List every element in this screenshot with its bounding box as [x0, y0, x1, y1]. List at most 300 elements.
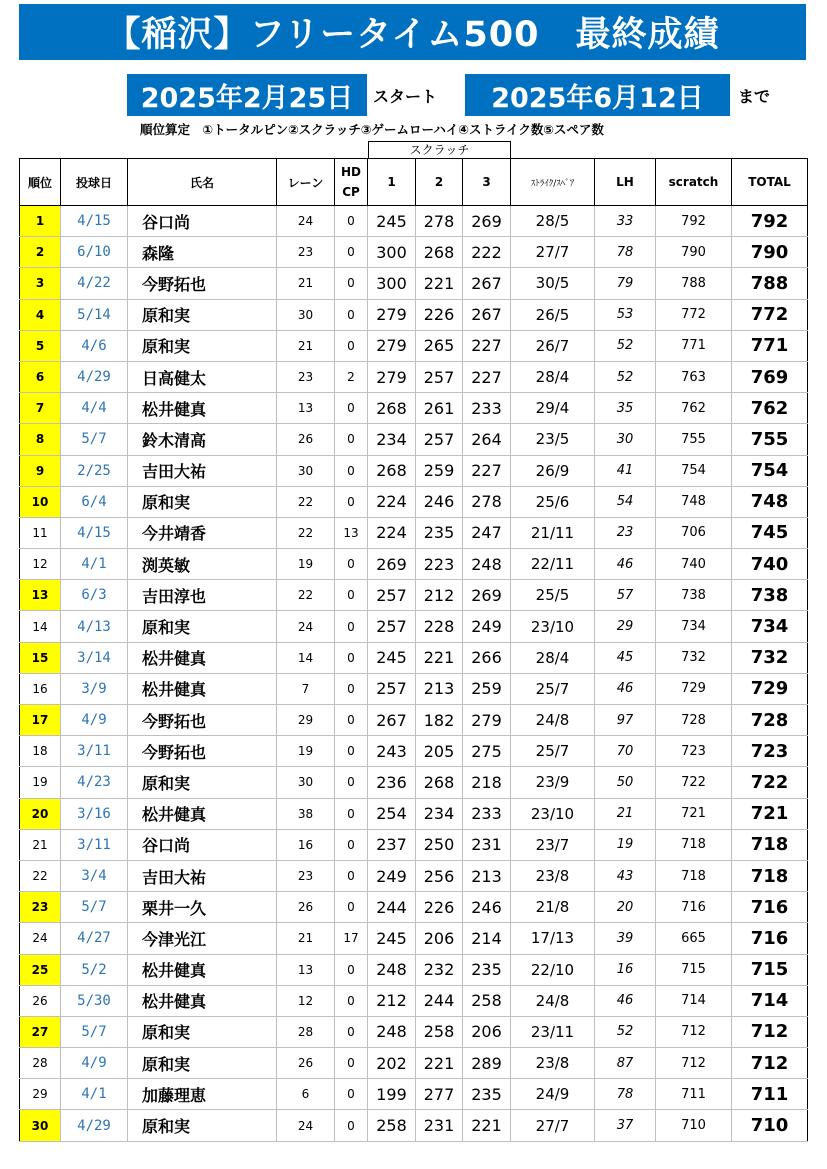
row-game-2: 235 — [416, 517, 463, 548]
row-hdcp: 0 — [335, 767, 368, 798]
row-lh: 43 — [595, 860, 656, 891]
row-date: 5/7 — [61, 424, 128, 455]
row-rank: 11 — [20, 517, 61, 548]
row-strike-spare: 25/7 — [511, 736, 595, 767]
row-game-3: 267 — [463, 268, 511, 299]
row-total: 745 — [732, 517, 808, 548]
row-scratch: 721 — [656, 798, 732, 829]
row-hdcp: 0 — [335, 1110, 368, 1141]
row-lh: 87 — [595, 1048, 656, 1079]
row-scratch: 788 — [656, 268, 732, 299]
row-date: 3/4 — [61, 860, 128, 891]
row-lh: 29 — [595, 611, 656, 642]
row-game-2: 277 — [416, 1079, 463, 1110]
row-game-3: 213 — [463, 860, 511, 891]
row-lane: 6 — [277, 1079, 335, 1110]
row-lane: 24 — [277, 1110, 335, 1141]
row-game-2: 258 — [416, 1016, 463, 1047]
row-player-name: 森隆 — [128, 237, 277, 268]
row-game-1: 202 — [368, 1048, 416, 1079]
header-lane: レーン — [277, 159, 335, 206]
end-date: 2025年6月12日 — [465, 74, 730, 116]
row-date: 5/30 — [61, 985, 128, 1016]
row-strike-spare: 29/4 — [511, 393, 595, 424]
row-lane: 7 — [277, 673, 335, 704]
row-scratch: 723 — [656, 736, 732, 767]
row-scratch: 718 — [656, 829, 732, 860]
row-total: 728 — [732, 705, 808, 736]
table-row — [20, 892, 808, 923]
row-scratch: 710 — [656, 1110, 732, 1141]
table-row — [20, 611, 808, 642]
row-rank: 17 — [20, 705, 61, 736]
row-hdcp: 0 — [335, 424, 368, 455]
row-game-1: 279 — [368, 361, 416, 392]
row-hdcp: 0 — [335, 237, 368, 268]
row-player-name: 今野拓也 — [128, 736, 277, 767]
table-row — [20, 1048, 808, 1079]
row-lh: 54 — [595, 486, 656, 517]
row-total: 755 — [732, 424, 808, 455]
row-date: 4/15 — [61, 517, 128, 548]
row-strike-spare: 22/10 — [511, 954, 595, 985]
row-game-1: 245 — [368, 923, 416, 954]
row-game-2: 228 — [416, 611, 463, 642]
row-lane: 13 — [277, 954, 335, 985]
row-game-1: 258 — [368, 1110, 416, 1141]
row-scratch: 722 — [656, 767, 732, 798]
row-scratch: 732 — [656, 642, 732, 673]
row-game-2: 226 — [416, 892, 463, 923]
row-lh: 19 — [595, 829, 656, 860]
row-rank: 27 — [20, 1016, 61, 1047]
row-lane: 14 — [277, 642, 335, 673]
row-scratch: 772 — [656, 299, 732, 330]
header-game-1: 1 — [368, 159, 416, 206]
table-row — [20, 486, 808, 517]
row-game-1: 245 — [368, 206, 416, 237]
row-scratch: 754 — [656, 455, 732, 486]
row-lane: 30 — [277, 299, 335, 330]
row-total: 771 — [732, 330, 808, 361]
row-scratch: 712 — [656, 1048, 732, 1079]
row-hdcp: 17 — [335, 923, 368, 954]
row-game-3: 248 — [463, 549, 511, 580]
row-total: 738 — [732, 580, 808, 611]
row-game-3: 269 — [463, 206, 511, 237]
table-row — [20, 923, 808, 954]
row-strike-spare: 30/5 — [511, 268, 595, 299]
row-game-2: 259 — [416, 455, 463, 486]
row-scratch: 665 — [656, 923, 732, 954]
row-hdcp: 0 — [335, 1048, 368, 1079]
row-scratch: 740 — [656, 549, 732, 580]
row-game-2: 223 — [416, 549, 463, 580]
row-scratch: 714 — [656, 985, 732, 1016]
row-lh: 35 — [595, 393, 656, 424]
row-lane: 26 — [277, 424, 335, 455]
row-total: 714 — [732, 985, 808, 1016]
table-row — [20, 424, 808, 455]
row-scratch: 728 — [656, 705, 732, 736]
row-date: 3/14 — [61, 642, 128, 673]
row-total: 711 — [732, 1079, 808, 1110]
row-player-name: 吉田大祐 — [128, 455, 277, 486]
row-rank: 5 — [20, 330, 61, 361]
row-player-name: 吉田淳也 — [128, 580, 277, 611]
row-game-2: 268 — [416, 237, 463, 268]
row-lh: 78 — [595, 1079, 656, 1110]
row-game-3: 259 — [463, 673, 511, 704]
table-row — [20, 1110, 808, 1141]
row-game-3: 275 — [463, 736, 511, 767]
row-date: 4/29 — [61, 1110, 128, 1141]
row-rank: 20 — [20, 798, 61, 829]
row-lh: 33 — [595, 206, 656, 237]
row-date: 4/23 — [61, 767, 128, 798]
row-game-3: 214 — [463, 923, 511, 954]
table-row — [20, 642, 808, 673]
table-row — [20, 736, 808, 767]
row-scratch: 763 — [656, 361, 732, 392]
row-strike-spare: 21/8 — [511, 892, 595, 923]
row-total: 718 — [732, 860, 808, 891]
row-rank: 12 — [20, 549, 61, 580]
row-strike-spare: 23/11 — [511, 1016, 595, 1047]
row-total: 769 — [732, 361, 808, 392]
row-strike-spare: 26/5 — [511, 299, 595, 330]
row-lh: 39 — [595, 923, 656, 954]
row-player-name: 原和実 — [128, 1016, 277, 1047]
row-total: 723 — [732, 736, 808, 767]
table-row — [20, 299, 808, 330]
table-row — [20, 860, 808, 891]
row-lane: 22 — [277, 517, 335, 548]
row-hdcp: 0 — [335, 486, 368, 517]
row-game-3: 264 — [463, 424, 511, 455]
row-player-name: 今井靖香 — [128, 517, 277, 548]
row-date: 4/13 — [61, 611, 128, 642]
row-lane: 29 — [277, 705, 335, 736]
row-player-name: 松井健真 — [128, 798, 277, 829]
row-rank: 14 — [20, 611, 61, 642]
row-lane: 26 — [277, 1048, 335, 1079]
row-player-name: 渕英敏 — [128, 549, 277, 580]
row-game-3: 222 — [463, 237, 511, 268]
row-lane: 22 — [277, 580, 335, 611]
row-scratch: 792 — [656, 206, 732, 237]
row-date: 5/2 — [61, 954, 128, 985]
row-rank: 28 — [20, 1048, 61, 1079]
table-header-row — [20, 159, 808, 206]
table-row — [20, 268, 808, 299]
row-lane: 19 — [277, 549, 335, 580]
row-date: 4/15 — [61, 206, 128, 237]
row-player-name: 原和実 — [128, 1110, 277, 1141]
row-total: 710 — [732, 1110, 808, 1141]
row-hdcp: 0 — [335, 455, 368, 486]
row-strike-spare: 24/8 — [511, 985, 595, 1016]
header-hdcp-line1: HD — [340, 165, 361, 179]
row-rank: 21 — [20, 829, 61, 860]
row-total: 790 — [732, 237, 808, 268]
row-player-name: 谷口尚 — [128, 829, 277, 860]
row-game-1: 199 — [368, 1079, 416, 1110]
row-player-name: 栗井一久 — [128, 892, 277, 923]
row-hdcp: 0 — [335, 268, 368, 299]
row-total: 716 — [732, 892, 808, 923]
row-strike-spare: 23/5 — [511, 424, 595, 455]
row-hdcp: 0 — [335, 393, 368, 424]
row-game-1: 224 — [368, 517, 416, 548]
row-scratch: 716 — [656, 892, 732, 923]
row-hdcp: 0 — [335, 892, 368, 923]
row-game-1: 212 — [368, 985, 416, 1016]
row-game-2: 213 — [416, 673, 463, 704]
row-lh: 97 — [595, 705, 656, 736]
row-player-name: 日高健太 — [128, 361, 277, 392]
row-game-2: 221 — [416, 1048, 463, 1079]
table-row — [20, 330, 808, 361]
row-scratch: 748 — [656, 486, 732, 517]
row-scratch: 729 — [656, 673, 732, 704]
row-total: 762 — [732, 393, 808, 424]
row-player-name: 松井健真 — [128, 985, 277, 1016]
row-lane: 23 — [277, 361, 335, 392]
row-hdcp: 0 — [335, 642, 368, 673]
row-lh: 52 — [595, 330, 656, 361]
row-game-1: 257 — [368, 611, 416, 642]
row-strike-spare: 27/7 — [511, 237, 595, 268]
start-date: 2025年2月25日 — [127, 74, 367, 116]
table-row — [20, 829, 808, 860]
row-hdcp: 0 — [335, 829, 368, 860]
start-label: スタート — [373, 87, 438, 106]
row-hdcp: 0 — [335, 860, 368, 891]
header-scratch: scratch — [656, 159, 732, 206]
table-row — [20, 580, 808, 611]
row-lane: 28 — [277, 1016, 335, 1047]
row-game-1: 257 — [368, 580, 416, 611]
table-row — [20, 767, 808, 798]
row-total: 718 — [732, 829, 808, 860]
row-game-3: 235 — [463, 954, 511, 985]
row-lh: 16 — [595, 954, 656, 985]
row-rank: 1 — [20, 206, 61, 237]
row-strike-spare: 21/11 — [511, 517, 595, 548]
row-strike-spare: 28/5 — [511, 206, 595, 237]
row-strike-spare: 24/9 — [511, 1079, 595, 1110]
row-lh: 45 — [595, 642, 656, 673]
row-rank: 23 — [20, 892, 61, 923]
row-scratch: 790 — [656, 237, 732, 268]
row-game-2: 221 — [416, 268, 463, 299]
row-game-1: 279 — [368, 299, 416, 330]
row-date: 5/7 — [61, 1016, 128, 1047]
row-date: 6/3 — [61, 580, 128, 611]
row-lane: 26 — [277, 892, 335, 923]
header-game-2: 2 — [416, 159, 463, 206]
row-game-2: 246 — [416, 486, 463, 517]
row-lh: 46 — [595, 673, 656, 704]
row-game-3: 269 — [463, 580, 511, 611]
table-row — [20, 705, 808, 736]
header-hdcp — [335, 159, 368, 206]
row-total: 748 — [732, 486, 808, 517]
row-player-name: 吉田大祐 — [128, 860, 277, 891]
header-rank: 順位 — [20, 159, 61, 206]
table-row — [20, 985, 808, 1016]
row-hdcp: 0 — [335, 985, 368, 1016]
row-strike-spare: 27/7 — [511, 1110, 595, 1141]
row-game-3: 221 — [463, 1110, 511, 1141]
row-date: 6/10 — [61, 237, 128, 268]
row-hdcp: 0 — [335, 705, 368, 736]
row-lane: 24 — [277, 206, 335, 237]
row-strike-spare: 24/8 — [511, 705, 595, 736]
table-row — [20, 1079, 808, 1110]
row-scratch: 755 — [656, 424, 732, 455]
row-strike-spare: 25/5 — [511, 580, 595, 611]
row-game-2: 182 — [416, 705, 463, 736]
row-player-name: 原和実 — [128, 330, 277, 361]
row-date: 6/4 — [61, 486, 128, 517]
row-total: 732 — [732, 642, 808, 673]
row-game-3: 227 — [463, 330, 511, 361]
header-total: TOTAL — [732, 159, 808, 206]
row-lane: 38 — [277, 798, 335, 829]
row-date: 4/1 — [61, 549, 128, 580]
row-date: 4/29 — [61, 361, 128, 392]
row-lh: 52 — [595, 361, 656, 392]
row-game-1: 244 — [368, 892, 416, 923]
row-lane: 24 — [277, 611, 335, 642]
header-game-3: 3 — [463, 159, 511, 206]
row-player-name: 原和実 — [128, 767, 277, 798]
row-lane: 21 — [277, 923, 335, 954]
row-date: 5/7 — [61, 892, 128, 923]
row-game-2: 261 — [416, 393, 463, 424]
table-row — [20, 237, 808, 268]
row-lane: 21 — [277, 268, 335, 299]
row-player-name: 今野拓也 — [128, 705, 277, 736]
row-player-name: 鈴木清高 — [128, 424, 277, 455]
row-lh: 57 — [595, 580, 656, 611]
row-lh: 20 — [595, 892, 656, 923]
row-scratch: 718 — [656, 860, 732, 891]
table-row — [20, 393, 808, 424]
row-strike-spare: 23/10 — [511, 611, 595, 642]
header-name: 氏名 — [128, 159, 277, 206]
row-game-3: 279 — [463, 705, 511, 736]
row-game-1: 267 — [368, 705, 416, 736]
row-date: 4/9 — [61, 705, 128, 736]
row-scratch: 738 — [656, 580, 732, 611]
table-row — [20, 455, 808, 486]
row-total: 740 — [732, 549, 808, 580]
row-strike-spare: 23/7 — [511, 829, 595, 860]
row-lane: 22 — [277, 486, 335, 517]
row-scratch: 734 — [656, 611, 732, 642]
row-lh: 46 — [595, 985, 656, 1016]
row-rank: 8 — [20, 424, 61, 455]
row-lane: 30 — [277, 767, 335, 798]
ranking-method-note: 順位算定 ①トータルピン②スクラッチ③ゲームローハイ④ストライク数⑤スペア数 — [140, 122, 604, 137]
row-hdcp: 0 — [335, 1016, 368, 1047]
row-strike-spare: 26/7 — [511, 330, 595, 361]
row-total: 722 — [732, 767, 808, 798]
row-game-2: 268 — [416, 767, 463, 798]
row-total: 716 — [732, 923, 808, 954]
row-player-name: 原和実 — [128, 299, 277, 330]
row-strike-spare: 23/10 — [511, 798, 595, 829]
row-scratch: 715 — [656, 954, 732, 985]
page-title: 【稲沢】フリータイム500 最終成績 — [19, 4, 806, 60]
header-strike-spare: ｽﾄﾗｲｸ/ｽﾍﾟｱ — [511, 159, 595, 206]
row-rank: 6 — [20, 361, 61, 392]
row-player-name: 原和実 — [128, 486, 277, 517]
row-total: 792 — [732, 206, 808, 237]
row-game-1: 234 — [368, 424, 416, 455]
row-date: 4/27 — [61, 923, 128, 954]
row-game-2: 232 — [416, 954, 463, 985]
header-date: 投球日 — [61, 159, 128, 206]
row-date: 5/14 — [61, 299, 128, 330]
row-date: 4/4 — [61, 393, 128, 424]
row-rank: 13 — [20, 580, 61, 611]
row-rank: 25 — [20, 954, 61, 985]
table-row — [20, 954, 808, 985]
row-player-name: 谷口尚 — [128, 206, 277, 237]
row-game-3: 227 — [463, 455, 511, 486]
row-date: 2/25 — [61, 455, 128, 486]
row-game-3: 249 — [463, 611, 511, 642]
header-hdcp-line2: CP — [342, 185, 360, 199]
row-game-1: 300 — [368, 237, 416, 268]
row-game-1: 224 — [368, 486, 416, 517]
row-lh: 52 — [595, 1016, 656, 1047]
row-game-2: 212 — [416, 580, 463, 611]
header-lh: LH — [595, 159, 656, 206]
row-game-3: 267 — [463, 299, 511, 330]
row-game-1: 249 — [368, 860, 416, 891]
row-date: 4/9 — [61, 1048, 128, 1079]
table-row — [20, 798, 808, 829]
table-row — [20, 361, 808, 392]
table-row — [20, 517, 808, 548]
row-player-name: 今野拓也 — [128, 268, 277, 299]
table-row — [20, 549, 808, 580]
row-strike-spare: 26/9 — [511, 455, 595, 486]
row-total: 772 — [732, 299, 808, 330]
row-lh: 41 — [595, 455, 656, 486]
row-strike-spare: 25/6 — [511, 486, 595, 517]
row-total: 715 — [732, 954, 808, 985]
row-game-2: 205 — [416, 736, 463, 767]
row-player-name: 原和実 — [128, 1048, 277, 1079]
row-total: 712 — [732, 1048, 808, 1079]
row-lh: 37 — [595, 1110, 656, 1141]
row-strike-spare: 25/7 — [511, 673, 595, 704]
row-game-2: 231 — [416, 1110, 463, 1141]
row-game-3: 218 — [463, 767, 511, 798]
row-hdcp: 0 — [335, 798, 368, 829]
row-lh: 70 — [595, 736, 656, 767]
row-game-3: 246 — [463, 892, 511, 923]
row-game-3: 233 — [463, 798, 511, 829]
row-game-1: 269 — [368, 549, 416, 580]
row-lh: 23 — [595, 517, 656, 548]
